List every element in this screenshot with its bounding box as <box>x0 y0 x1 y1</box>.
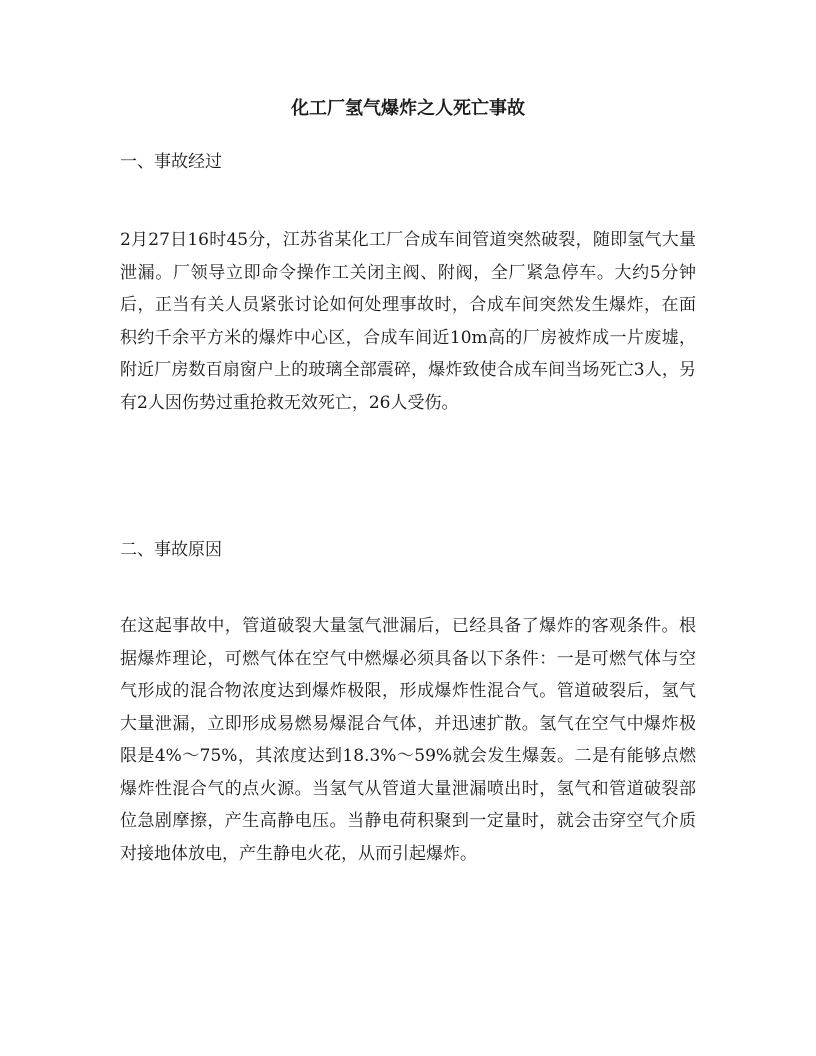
section-heading-accident-process: 一、事故经过 <box>120 152 222 172</box>
section-heading-accident-cause: 二、事故原因 <box>120 540 222 560</box>
section-paragraph-accident-cause: 在这起事故中，管道破裂大量氢气泄漏后，已经具备了爆炸的客观条件。根据爆炸理论，可燃气体在空气中燃爆必须具备以下条件：一是可燃气体与空气形成的混合物浓度达到爆炸极限，形成爆炸性混合气。管道破裂后，氢气大量泄漏，立即形成易燃易爆混合气体，并迅速扩散。氢气在空气中爆炸极限是4%～75%，其浓度达到18.3%～59%就会发生爆轰。二是有能够点燃爆炸性混合气的点火源。当氢气从管道大量泄漏喷出时，氢气和管道破裂部位急剧摩擦，产生高静电压。当静电荷积聚到一定量时，就会击穿空气介质对接地体放电，产生静电火花，从而引起爆炸。 <box>120 616 696 864</box>
document-title: 化工厂氢气爆炸之人死亡事故 <box>291 98 525 119</box>
section-paragraph-accident-process: 2月27日16时45分，江苏省某化工厂合成车间管道突然破裂，随即氢气大量泄漏。厂领导立即命令操作工关闭主阀、附阀，全厂紧急停车。大约5分钟后，正当有关人员紧张讨论如何处理事故时，合成车间突然发生爆炸，在面积约千余平方米的爆炸中心区，合成车间近10m高的厂房被炸成一片废墟，附近厂房数百扇窗户上的玻璃全部震碎，爆炸致使合成车间当场死亡3人，另有2人因伤势过重抢救无效死亡，26人受伤。 <box>120 230 696 413</box>
